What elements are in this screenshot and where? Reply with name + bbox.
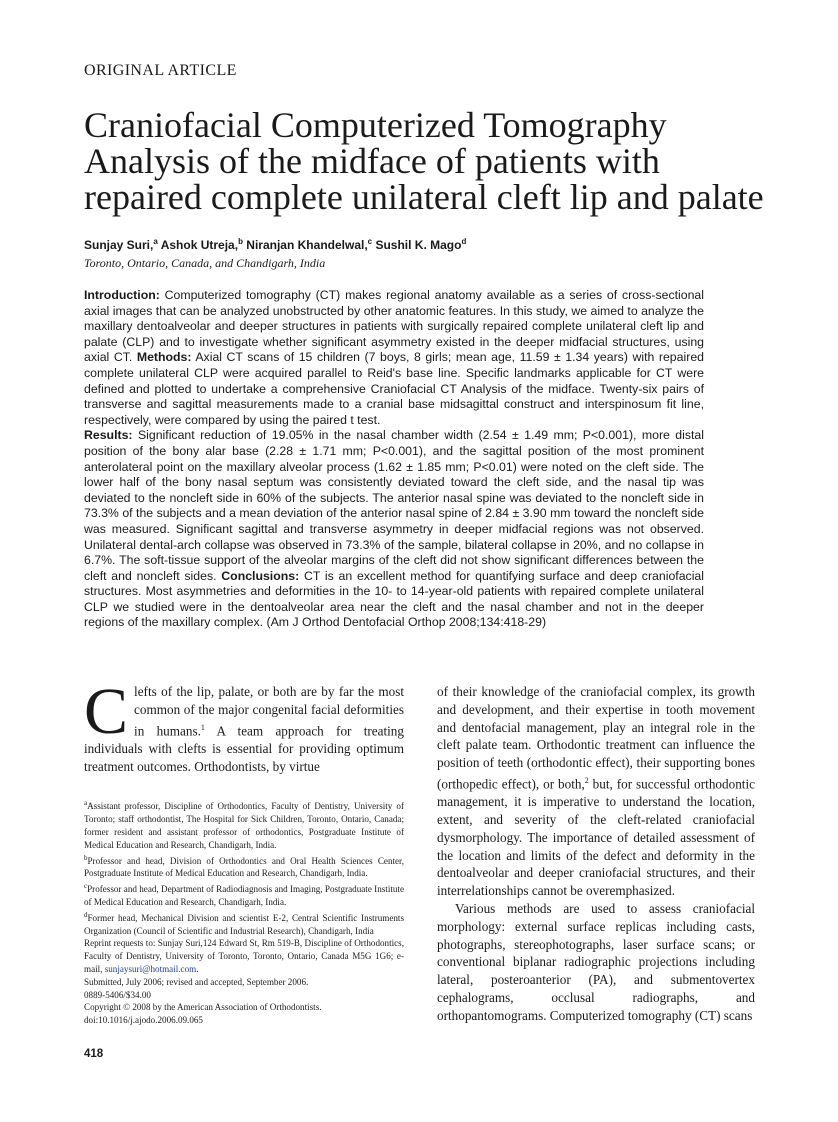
article-title: Craniofacial Computerized Tomography Analysis of the midface of patients with repaired complete unilateral cleft lip and palate [84,105,764,217]
body-paragraph: of their knowledge of the craniofacial complex, its growth and development, and their expertise in tooth movement and dentofacial management, play an integral role in the cleft palate team. Orthodontic treatment can influence the position of teeth (orthodontic effect), their supporting bones (orthopedic effect), or both,$^2$ but, for successful orthodontic management, it is imperative to understand the location, extent, and severity of the cleft-related craniofacial dysmorphology. The importance of detailed assessment of the location and limits of the defect and deformity in the dentoalveolar and deeper craniofacial structures, and their interrelationships cannot be overemphasized. [437,684,755,899]
doi: doi:10.1016/j.ajodo.2006.09.065 [84,1015,203,1026]
body-text: lefts of the lip, palate, or both are by far the most common of the major congenital facial deformities in humans. [134,684,404,738]
body-paragraph: Various methods are used to assess craniofacial morphology: external surface replicas including casts, photographs, stereophotographs, laser surface scans; or conventional biplanar radiographic projections including lateral, posteroanterior (PA), and submentovertex cephalograms, occlusal radiographs, and orthopantomograms. Computerized tomography (CT) scans [437,900,755,1023]
abstract-results-heading: Results: [84,428,133,443]
author-affiliation-mark: b [238,237,243,246]
copyright-notice: Copyright © 2008 by the American Association of Orthodontists. [84,1002,322,1013]
author-name: Sunjay Suri, [84,238,154,252]
right-column [437,683,755,1025]
email-link[interactable]: sunjaysuri@hotmail.com [104,964,197,975]
reference-mark: 2 [584,775,589,785]
affiliation-line: Toronto, Ontario, Canada, and Chandigarh, India [84,256,326,270]
footnotes [84,797,404,1027]
author-affiliation-mark: a [153,237,158,246]
drop-cap: C [84,675,129,748]
left-column [84,675,404,1027]
abstract-results-text: Significant reduction of 19.05% in the nasal chamber width (2.54 ± 1.49 mm; P<0.001), more distal position of the bony alar base (2.28 ± 1.71 mm; P<0.001), and the sagittal position of the most prominent anterolateral point on the maxillary alveolar process (1.62 ± 1.85 mm; P<0.01) were noted on the cleft side. The lower half of the bony nasal septum was consistently deviated toward the cleft side, and the nasal tip was deviated to the noncleft side in 60% of the subjects. The anterior nasal spine was deviated to the noncleft side in 73.3% of the subjects and a mean deviation of the anterior nasal spine of 2.84 ± 3.90 mm toward the noncleft side was measured. Significant sagittal and transverse asymmetry in deeper midfacial regions was not observed. Unilateral dental-arch collapse was observed in 73.3% of the sample, bilateral collapse in 20%, and no collapse in 6.7%. The soft-tissue support of the alveolar margins of the cleft did not show significant differences between the cleft and noncleft sides. [84,428,704,583]
abstract-methods-text: Axial CT scans of 15 children (7 boys, 8 girls; mean age, 11.59 ± 1.34 years) with repaired complete unilateral CLP were acquired parallel to Reid's base line. Specific landmarks applicable for CT were defined and plotted to undertake a comprehensive Craniofacial CT Analysis of the midface. Twenty-six pairs of transverse and sagittal measurements made to a cranial base midsagittal construct and interspinosum fit line, respectively, were compared by using the paired t test. [84,350,704,427]
reference-mark: 1 [200,722,205,732]
footnote: $^d$Former head, Mechanical Division and scientist E-2, Central Scientific Instruments Organization (Council of Scientific and Industrial Research), Chandigarh, India [84,910,404,936]
footnote: $^c$Professor and head, Department of Radiodiagnosis and Imaging, Postgraduate Institute of Medical Education and Research, Chandigarh, India. [84,882,404,908]
body-text: A team approach for treating individuals with clefts is essential for providing optimum treatment outcomes. Orthodontists, by virtue [84,722,404,774]
abstract-conclusions-text: CT is an excellent method for quantifying surface and deep craniofacial structures. Most asymmetries and deformities in the 10- to 14-year-old patients with repaired complete unilateral CLP we studied were in the dentoalveolar area near the cleft and the nasal chamber and not in the deeper regions of the maxillary complex. (Am J Orthod Dentofacial Orthop 2008;134:418-29) [84,568,705,630]
author-name: Sushil K. Mago [375,238,462,252]
intro-paragraph [84,675,404,775]
submission-dates: Submitted, July 2006; revised and accepted, September 2006. [84,976,309,987]
author-affiliation-mark: d [461,237,467,246]
issn: 0889-5406/$34.00 [84,989,151,1000]
section-label: ORIGINAL ARTICLE [84,62,237,79]
page-number: 418 [84,1048,104,1060]
footnote: $^a$Assistant professor, Discipline of Orthodontics, Faculty of Dentistry, University of Toronto; staff orthodontist, The Hospital for Sick Children, Toronto, Ontario, Canada; former resident and assistant professor of orthodontics, Postgraduate Institute of Medical Education and Research, Chandigarh, India. [84,799,404,850]
abstract-introduction-text: Computerized tomography (CT) makes regional anatomy available as a series of cross-sectional axial images that can be analyzed unobstructed by other anatomic features. In this study, we aimed to analyze the maxillary dentoalveolar and deeper structures in patients with surgically repaired complete unilateral cleft lip and palate (CLP) and to investigate whether significant asymmetry existed in the deeper midfacial structures, using axial CT. [84,288,704,365]
footnote: $^b$Professor and head, Division of Orthodontics and Oral Health Sciences Center, Postgraduate Institute of Medical Education and Research, Chandigarh, India. [84,853,404,879]
abstract-methods-heading: Methods: [136,350,192,365]
author-name: Niranjan Khandelwal, [246,238,368,252]
abstract [84,288,704,631]
reprint-requests: Reprint requests to: Sunjay Suri,124 Edward St, Rm 519-B, Discipline of Orthodontics, Faculty of Dentistry, University of Toronto, Toronto, Ontario, Canada M5G 1G6; e-mail, sunjaysuri@hotmail.com. [84,938,404,975]
abstract-conclusions-heading: Conclusions: [221,568,300,583]
abstract-introduction-heading: Introduction: [84,288,160,302]
author-list [84,237,466,252]
author-affiliation-mark: c [367,237,373,246]
author-name: Ashok Utreja, [160,238,239,252]
